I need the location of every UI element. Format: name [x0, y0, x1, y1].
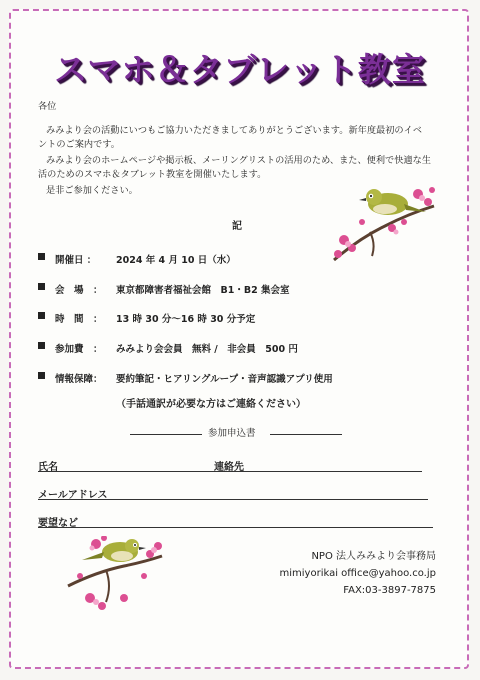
contact-label: 連絡先 [214, 462, 244, 473]
bullet [38, 253, 45, 260]
detail-label: 参加費 ： [55, 344, 103, 355]
detail-label: 時 間 ： [55, 314, 103, 325]
ki-heading: 記 [232, 221, 242, 232]
org-name: NPO 法人みみより会事務局 [311, 551, 436, 562]
form-heading: 参加申込書 [208, 428, 256, 439]
detail-label: 情報保障： [55, 374, 103, 385]
bullet [38, 372, 45, 379]
bullet [38, 283, 45, 290]
detail-label: 会 場 ： [55, 285, 103, 296]
contact-block [280, 548, 436, 599]
contact-fax: FAX:03-3897-7875 [343, 585, 436, 596]
body-line-5: 是非ご参加ください。 [46, 185, 138, 196]
email-label: メールアドレス [38, 490, 108, 501]
greeting: 各位 [38, 101, 57, 112]
detail-value: みみより会会員 無料 / 非会員 500 円 [116, 344, 298, 355]
detail-label: 開催日 ： [55, 255, 97, 266]
detail-value: 2024 年 4 月 10 日（水） [116, 255, 236, 266]
bullet [38, 342, 45, 349]
detail-value: 東京都障害者福祉会館 B1・B2 集会室 [116, 285, 290, 296]
body-line-4: 活のためのスマホ＆タブレット教室を開催いたします。 [38, 169, 267, 180]
bullet [38, 312, 45, 319]
body-line-1: みみより会の活動にいつもご協力いただきましてありがとうございます。新年度最初のイベ [46, 125, 422, 136]
detail-value: 13 時 30 分～16 時 30 分予定 [116, 314, 256, 325]
detail-value: 要約筆記・ヒアリングループ・音声認識アプリ使用 [116, 374, 333, 385]
bird-plum-illustration-bottom [66, 536, 166, 616]
name-label: 氏名 [38, 462, 58, 473]
contact-email: mimiyorikai office@yahoo.co.jp [279, 568, 436, 579]
body-line-2: ントのご案内です。 [38, 139, 120, 150]
requests-label: 要望など [38, 518, 78, 529]
divider-right [270, 434, 342, 435]
name-contact-line[interactable] [38, 471, 422, 472]
email-line[interactable] [38, 499, 428, 500]
body-line-3: みみより会のホームページや掲示板、メーリングリストの活用のため、また、便利で快適な生 [46, 155, 431, 166]
interpreter-note: （手話通訳が必要な方はご連絡ください） [116, 399, 306, 410]
bird-plum-illustration [330, 182, 440, 267]
page-title: スマホ＆タブレット教室 [54, 50, 426, 89]
requests-line[interactable] [38, 527, 433, 528]
divider-left [130, 434, 202, 435]
